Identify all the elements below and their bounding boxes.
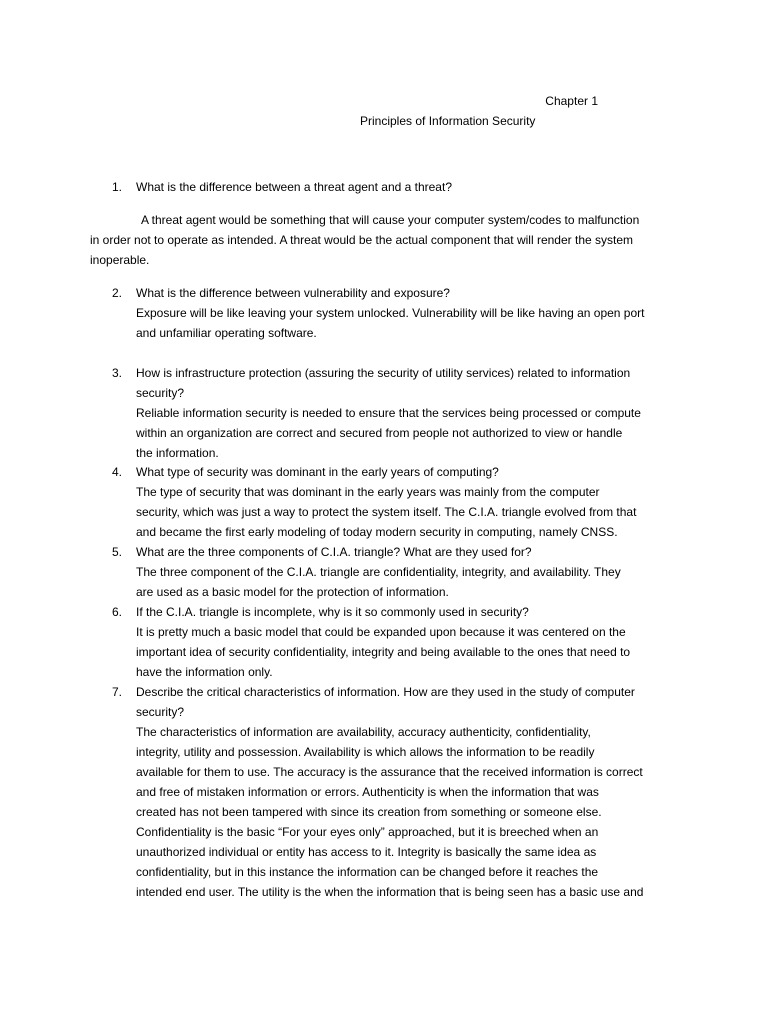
- answer-text: and became the first early modeling of today modern security in computing, namely CNSS.: [136, 525, 618, 539]
- answer-text: have the information only.: [136, 665, 273, 679]
- answer-text: unauthorized individual or entity has access to it. Integrity is basically the same idea as: [136, 845, 597, 859]
- question-text: If the C.I.A. triangle is incomplete, why is it so commonly used in security?: [136, 605, 529, 619]
- answer-text: security, which was just a way to protect the system itself. The C.I.A. triangle evolved from that: [136, 505, 637, 519]
- chapter-label: Chapter 1: [545, 94, 598, 108]
- answer-text: inoperable.: [90, 253, 150, 267]
- question-number: 7.: [112, 685, 123, 699]
- answer-text: Reliable information security is needed to ensure that the services being processed or compute: [136, 406, 641, 420]
- question-number: 4.: [112, 465, 123, 479]
- answer-text: integrity, utility and possession. Availability is which allows the information to be readily: [136, 745, 595, 759]
- answer-text: The three component of the C.I.A. triangle are confidentiality, integrity, and availability. They: [136, 565, 621, 579]
- answer-text: A threat agent would be something that will cause your computer system/codes to malfunction: [141, 213, 640, 227]
- answer-text: within an organization are correct and secured from people not authorized to view or handle: [136, 426, 623, 440]
- answer-text: important idea of security confidentiality, integrity and being available to the ones that need to: [136, 645, 631, 659]
- answer-text: and free of mistaken information or errors. Authenticity is when the information that was: [136, 785, 599, 799]
- question-text: What are the three components of C.I.A. triangle? What are they used for?: [136, 545, 532, 559]
- question-text: Describe the critical characteristics of information. How are they used in the study of computer: [136, 685, 635, 699]
- question-number: 5.: [112, 545, 123, 559]
- question-text: How is infrastructure protection (assuring the security of utility services) related to information: [136, 366, 631, 380]
- answer-text: The type of security that was dominant in the early years was mainly from the computer: [136, 485, 600, 499]
- question-number: 1.: [112, 180, 123, 194]
- answer-text: are used as a basic model for the protection of information.: [136, 585, 449, 599]
- answer-text: confidentiality, but in this instance the information can be changed before it reaches the: [136, 865, 599, 879]
- answer-text: Confidentiality is the basic “For your eyes only” approached, but it is breeched when an: [136, 825, 599, 839]
- answer-text: It is pretty much a basic model that could be expanded upon because it was centered on the: [136, 625, 626, 639]
- document-title: Principles of Information Security: [360, 114, 536, 128]
- question-text: What is the difference between a threat agent and a threat?: [136, 180, 452, 194]
- question-text: What is the difference between vulnerability and exposure?: [136, 286, 450, 300]
- answer-text: available for them to use. The accuracy is the assurance that the received information is correct: [136, 765, 643, 779]
- question-number: 2.: [112, 286, 123, 300]
- answer-text: in order not to operate as intended. A threat would be the actual component that will render the system: [90, 233, 633, 247]
- answer-text: created has not been tampered with since its creation from something or someone else.: [136, 805, 602, 819]
- answer-text: and unfamiliar operating software.: [136, 326, 317, 340]
- question-number: 6.: [112, 605, 123, 619]
- question-text: security?: [136, 705, 185, 719]
- question-number: 3.: [112, 366, 123, 380]
- answer-text: Exposure will be like leaving your system unlocked. Vulnerability will be like having an open port: [136, 306, 645, 320]
- answer-text: intended end user. The utility is the when the information that is being seen has a basic use and: [136, 885, 644, 899]
- answer-text: The characteristics of information are availability, accuracy authenticity, confidentiality,: [136, 725, 591, 739]
- answer-text: the information.: [136, 446, 219, 460]
- question-text: security?: [136, 386, 185, 400]
- question-text: What type of security was dominant in the early years of computing?: [136, 465, 499, 479]
